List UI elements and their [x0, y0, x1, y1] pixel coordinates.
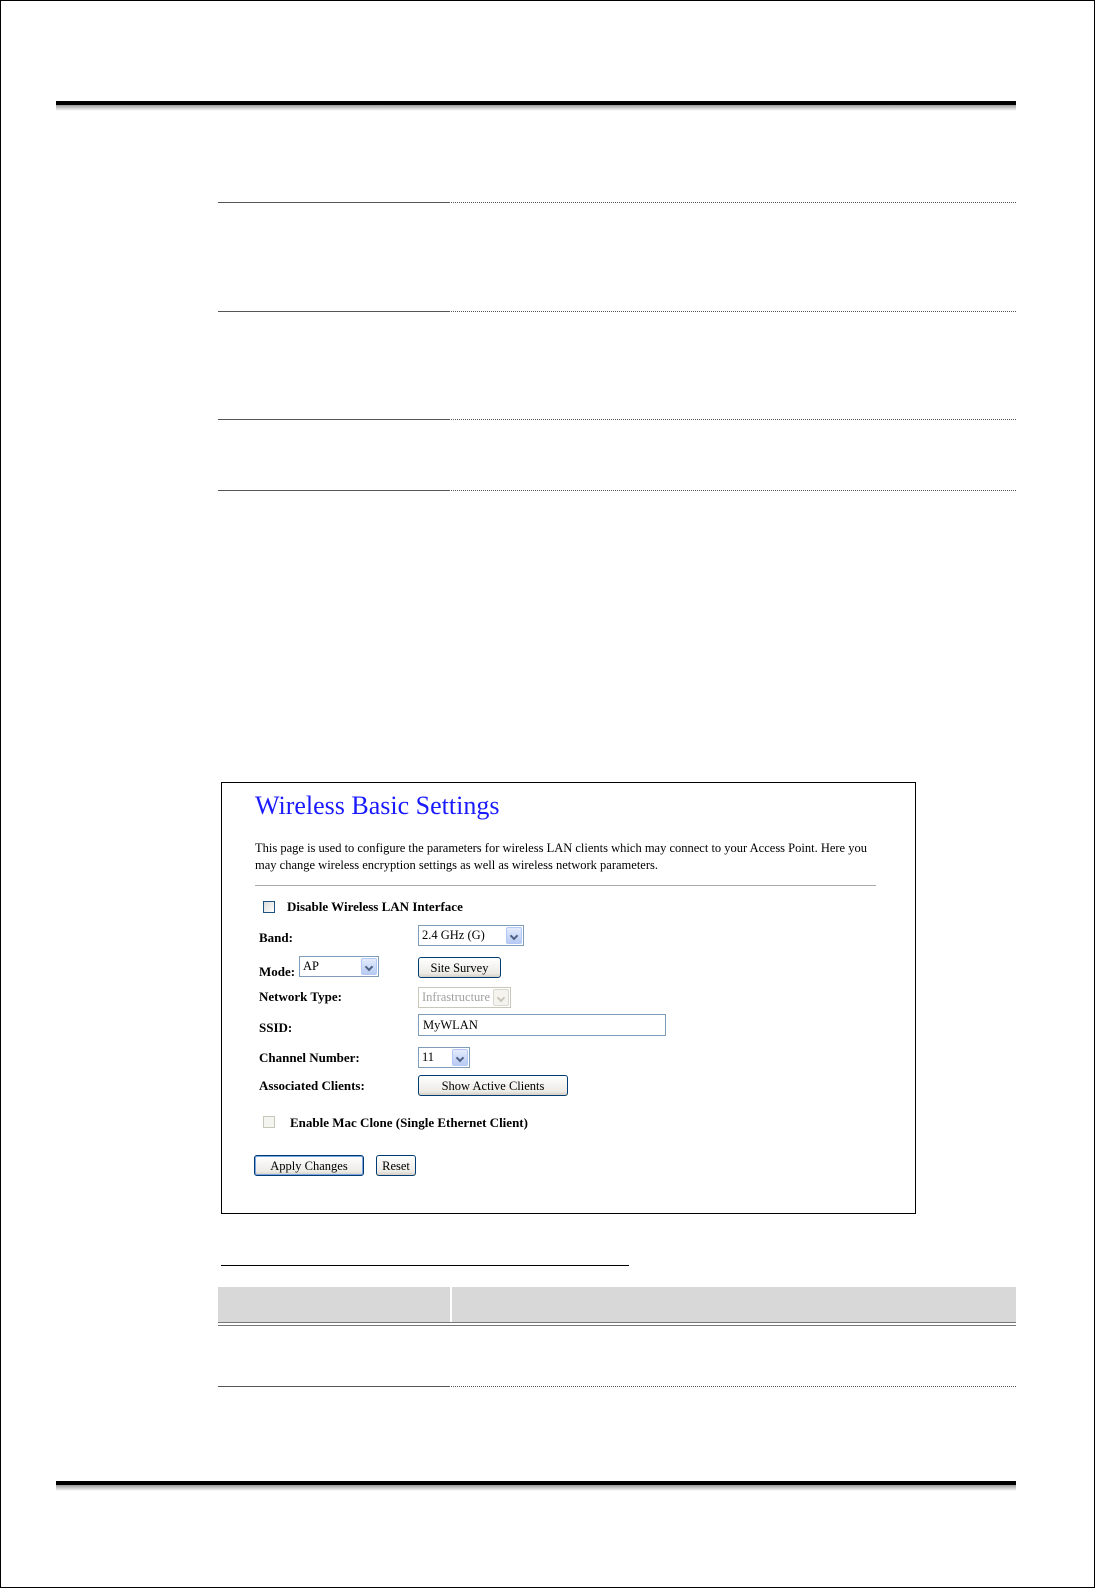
- chevron-down-icon: [506, 927, 522, 944]
- apply-changes-button[interactable]: Apply Changes: [254, 1155, 364, 1176]
- chevron-down-icon: [452, 1049, 468, 1066]
- chevron-down-icon: [493, 989, 509, 1006]
- disable-wireless-label: Disable Wireless LAN Interface: [287, 899, 463, 914]
- site-survey-button[interactable]: Site Survey: [418, 957, 501, 978]
- ssid-input[interactable]: [418, 1014, 666, 1036]
- panel-divider: [255, 885, 876, 886]
- mode-value: AP: [303, 959, 319, 973]
- show-active-clients-button[interactable]: Show Active Clients: [418, 1075, 568, 1096]
- mac-clone-checkbox[interactable]: [263, 1116, 275, 1128]
- mode-select[interactable]: [299, 956, 379, 977]
- header-rule: [56, 101, 1016, 105]
- chevron-down-icon: [361, 958, 377, 975]
- network-type-value: Infrastructure: [422, 990, 491, 1004]
- channel-number-label: Channel Number:: [259, 1050, 360, 1065]
- ssid-label: SSID:: [259, 1020, 293, 1035]
- caption-underline: [221, 1265, 629, 1266]
- mac-clone-label: Enable Mac Clone (Single Ethernet Client): [290, 1115, 528, 1130]
- network-type-label: Network Type:: [259, 989, 342, 1004]
- band-value: 2.4 GHz (G): [422, 928, 485, 942]
- table-row-divider: [218, 1386, 1016, 1387]
- table-row-divider: [218, 419, 1016, 420]
- table-row-divider: [218, 202, 1016, 203]
- table-header: [218, 1287, 1016, 1322]
- panel-description: This page is used to configure the parameters for wireless LAN clients which may connect to your Access Point. Here you may change wireless encryption settings as well as wireless network parameters.: [255, 841, 867, 872]
- reset-button[interactable]: Reset: [376, 1155, 416, 1176]
- associated-clients-label: Associated Clients:: [259, 1078, 365, 1093]
- table-header-rule: [218, 1322, 1016, 1326]
- table-row-divider: [218, 490, 1016, 491]
- footer-rule: [56, 1481, 1016, 1485]
- band-label: Band:: [259, 930, 293, 945]
- wireless-basic-settings-screenshot: [221, 782, 916, 1214]
- band-select[interactable]: [418, 925, 524, 946]
- panel-title: Wireless Basic Settings: [255, 791, 500, 820]
- table-row-divider: [218, 311, 1016, 312]
- channel-select[interactable]: [418, 1047, 470, 1068]
- mode-label: Mode:: [259, 964, 296, 979]
- disable-wireless-checkbox[interactable]: [263, 901, 275, 913]
- network-type-select[interactable]: [418, 987, 511, 1008]
- channel-value: 11: [422, 1050, 435, 1064]
